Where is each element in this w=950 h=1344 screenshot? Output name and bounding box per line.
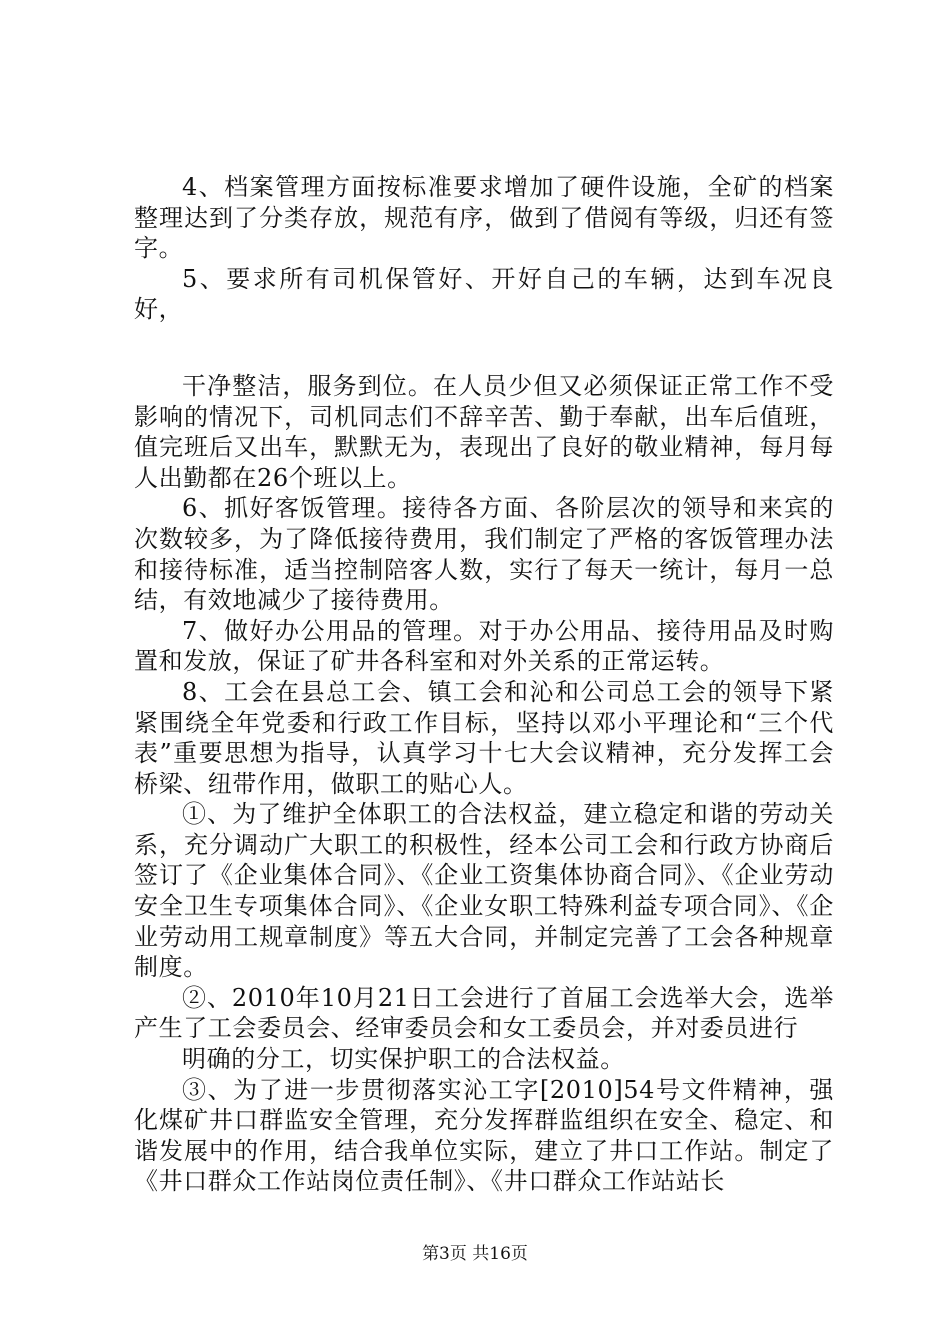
document-body (134, 172, 834, 1197)
paragraph-item-7: 7、做好办公用品的管理。对于办公用品、接待用品及时购置和发放，保证了矿井各科室和对外关系的正常运转。 (134, 616, 834, 676)
paragraph-item-5: 5、要求所有司机保管好、开好自己的车辆，达到车况良好， (134, 264, 834, 324)
paragraph-item-5-continued: 干净整洁，服务到位。在人员少但又必须保证正常工作不受影响的情况下，司机同志们不辞辛苦、勤于奉献，出车后值班，值完班后又出车，默默无为，表现出了良好的敬业精神，每月每人出勤都在26个班以上。 (134, 371, 834, 492)
page-number-footer: 第3页 共16页 (422, 1244, 528, 1264)
paragraph-subitem-3: ③、为了进一步贯彻落实沁工字[2010]54号文件精神，强化煤矿井口群监安全管理，充分发挥群监组织在安全、稳定、和谐发展中的作用，结合我单位实际，建立了井口工作站。制定了《井口群众工作站岗位责任制》、《井口群众工作站站长 (134, 1075, 834, 1196)
paragraph-item-6: 6、抓好客饭管理。接待各方面、各阶层次的领导和来宾的次数较多，为了降低接待费用，我们制定了严格的客饭管理办法和接待标准，适当控制陪客人数，实行了每天一统计，每月一总结，有效地减少了接待费用。 (134, 494, 834, 615)
paragraph-subitem-2-continued: 明确的分工，切实保护职工的合法权益。 (182, 1045, 625, 1074)
paragraph-item-4: 4、档案管理方面按标准要求增加了硬件设施，全矿的档案整理达到了分类存放，规范有序，做到了借阅有等级，归还有签字。 (134, 173, 834, 263)
paragraph-item-8: 8、工会在县总工会、镇工会和沁和公司总工会的领导下紧紧围绕全年党委和行政工作目标，坚持以邓小平理论和“三个代表”重要思想为指导，认真学习十七大会议精神，充分发挥工会桥梁、纽带作用，做职工的贴心人。 (134, 677, 834, 798)
paragraph-subitem-1: ①、为了维护全体职工的合法权益，建立稳定和谐的劳动关系，充分调动广大职工的积极性，经本公司工会和行政方协商后签订了《企业集体合同》、《企业工资集体协商合同》、《企业劳动安全卫生专项集体合同》、《企业女职工特殊利益专项合同》、《企业劳动用工规章制度》等五大合同，并制定完善了工会各种规章制度。 (134, 800, 834, 982)
paragraph-subitem-2: ②、2010年10月21日工会进行了首届工会选举大会，选举产生了工会委员会、经审委员会和女工委员会，并对委员进行 (134, 983, 834, 1043)
paragraph-gap (134, 325, 834, 371)
